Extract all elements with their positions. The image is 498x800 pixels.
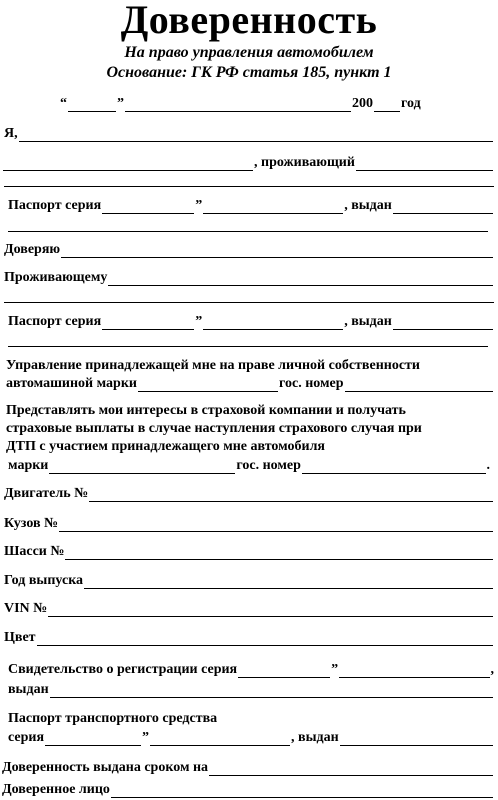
quote-mark-4: ”: [142, 730, 150, 745]
label-residing: , проживающий: [254, 155, 355, 170]
quote-mark-2: ”: [195, 314, 203, 329]
reg-cert-number-field[interactable]: [339, 663, 489, 678]
label-trustee: Доверенное лицо: [2, 782, 110, 797]
gos-nomer-field[interactable]: [345, 377, 493, 392]
date-line: [60, 96, 438, 112]
row-body: [4, 516, 494, 532]
row-residing: [2, 155, 494, 171]
color-field[interactable]: [37, 631, 493, 646]
label-residing-to: Проживающему: [4, 270, 108, 285]
row-reg-issued: [8, 682, 494, 698]
label-body: Кузов №: [4, 516, 59, 531]
year-made-field[interactable]: [84, 574, 493, 589]
row-engine: [4, 486, 494, 502]
row-residing-to: [4, 270, 494, 286]
marki-field[interactable]: [49, 459, 235, 474]
subtitle-purpose: На право управления автомобилем: [124, 44, 374, 61]
quote-mark-3: ”: [331, 662, 339, 677]
row-chassis: [4, 544, 494, 560]
row-passport-1: [8, 198, 494, 214]
car-brand-field[interactable]: [138, 377, 278, 392]
label-ya: Я,: [4, 126, 18, 141]
insurance-line-2: страховые выплаты в случае наступления страхового случая при: [6, 421, 422, 436]
row-trustee: [2, 782, 494, 798]
label-year-made: Год выпуска: [4, 573, 84, 588]
label-engine: Двигатель №: [4, 486, 89, 501]
day-field[interactable]: [68, 97, 116, 112]
vin-field[interactable]: [48, 602, 493, 617]
passport-series-field-2[interactable]: [102, 315, 194, 330]
vp-number-field[interactable]: [150, 731, 290, 746]
period: .: [486, 458, 490, 473]
year-field[interactable]: [374, 97, 400, 112]
row-entrust: [4, 242, 494, 258]
trustee-address-cont-line[interactable]: [4, 302, 494, 303]
term-field[interactable]: [209, 761, 493, 776]
passport-series-field[interactable]: [102, 199, 194, 214]
passport-number-field-2[interactable]: [203, 315, 343, 330]
passport-issued-cont-line[interactable]: [8, 231, 488, 232]
label-color: Цвет: [4, 630, 36, 645]
label-car-brand: автомашиной марки: [6, 376, 137, 391]
row-vehicle-passport: [8, 730, 494, 746]
row-marki: [8, 458, 490, 474]
year-word: год: [401, 96, 421, 111]
row-vin: [4, 601, 494, 617]
row-ya: [4, 126, 494, 142]
principal-name-field[interactable]: [19, 127, 493, 142]
engine-number-field[interactable]: [89, 487, 493, 502]
label-issued: , выдан: [344, 198, 392, 213]
label-gos-nomer-2: гос. номер: [236, 458, 301, 473]
principal-address-field[interactable]: [356, 156, 493, 171]
label-issued-2: , выдан: [344, 314, 392, 329]
close-quote: ”: [117, 96, 124, 111]
trustee-address-field[interactable]: [108, 271, 493, 286]
management-text: Управление принадлежащей мне на праве личной собственности: [6, 358, 420, 373]
label-vin: VIN №: [4, 601, 48, 616]
passport-number-field[interactable]: [203, 199, 343, 214]
label-passport-series-2: Паспорт серия: [8, 314, 102, 329]
page-title: Доверенность: [120, 0, 378, 42]
reg-cert-series-field[interactable]: [238, 663, 330, 678]
quote-mark: ”: [195, 198, 203, 213]
row-passport-2: [8, 314, 494, 330]
label-series: серия: [8, 730, 45, 745]
open-quote: “: [60, 96, 67, 111]
passport-issued-field-2[interactable]: [393, 315, 493, 330]
comma: ,: [490, 662, 494, 677]
trustee-name-field[interactable]: [61, 243, 493, 258]
gos-nomer-field-2[interactable]: [302, 459, 486, 474]
row-term: [2, 760, 494, 776]
label-issued-4: , выдан: [291, 730, 339, 745]
label-passport-series: Паспорт серия: [8, 198, 102, 213]
label-reg-cert: Свидетельство о регистрации серия: [8, 662, 238, 677]
reg-cert-issued-field[interactable]: [50, 683, 493, 698]
passport-issued-cont-line-2[interactable]: [8, 346, 488, 347]
address-cont-line[interactable]: [4, 186, 494, 187]
passport-issued-field[interactable]: [393, 199, 493, 214]
year-prefix: 200: [352, 96, 373, 111]
label-term: Доверенность выдана сроком на: [2, 760, 209, 775]
subtitle-basis: Основание: ГК РФ статья 185, пункт 1: [106, 64, 392, 81]
principal-name-cont-field[interactable]: [3, 156, 253, 171]
label-entrust: Доверяю: [4, 242, 61, 257]
insurance-line-1: Представлять мои интересы в страховой компании и получать: [6, 403, 406, 418]
month-field[interactable]: [125, 97, 351, 112]
row-year-made: [4, 573, 494, 589]
trustee-signature-field[interactable]: [111, 783, 493, 798]
label-gos-nomer: гос. номер: [278, 376, 344, 391]
chassis-number-field[interactable]: [65, 545, 493, 560]
vp-issued-field[interactable]: [340, 731, 493, 746]
label-marki: марки: [8, 458, 49, 473]
label-chassis: Шасси №: [4, 544, 65, 559]
row-car-brand: [6, 376, 494, 392]
body-number-field[interactable]: [59, 517, 493, 532]
vehicle-passport-label: Паспорт транспортного средства: [8, 711, 218, 726]
row-color: [4, 630, 494, 646]
row-reg-cert: [8, 662, 494, 678]
vp-series-field[interactable]: [45, 731, 141, 746]
label-issued-3: выдан: [8, 682, 49, 697]
insurance-line-3: ДТП с участием принадлежащего мне автомобиля: [6, 439, 326, 454]
